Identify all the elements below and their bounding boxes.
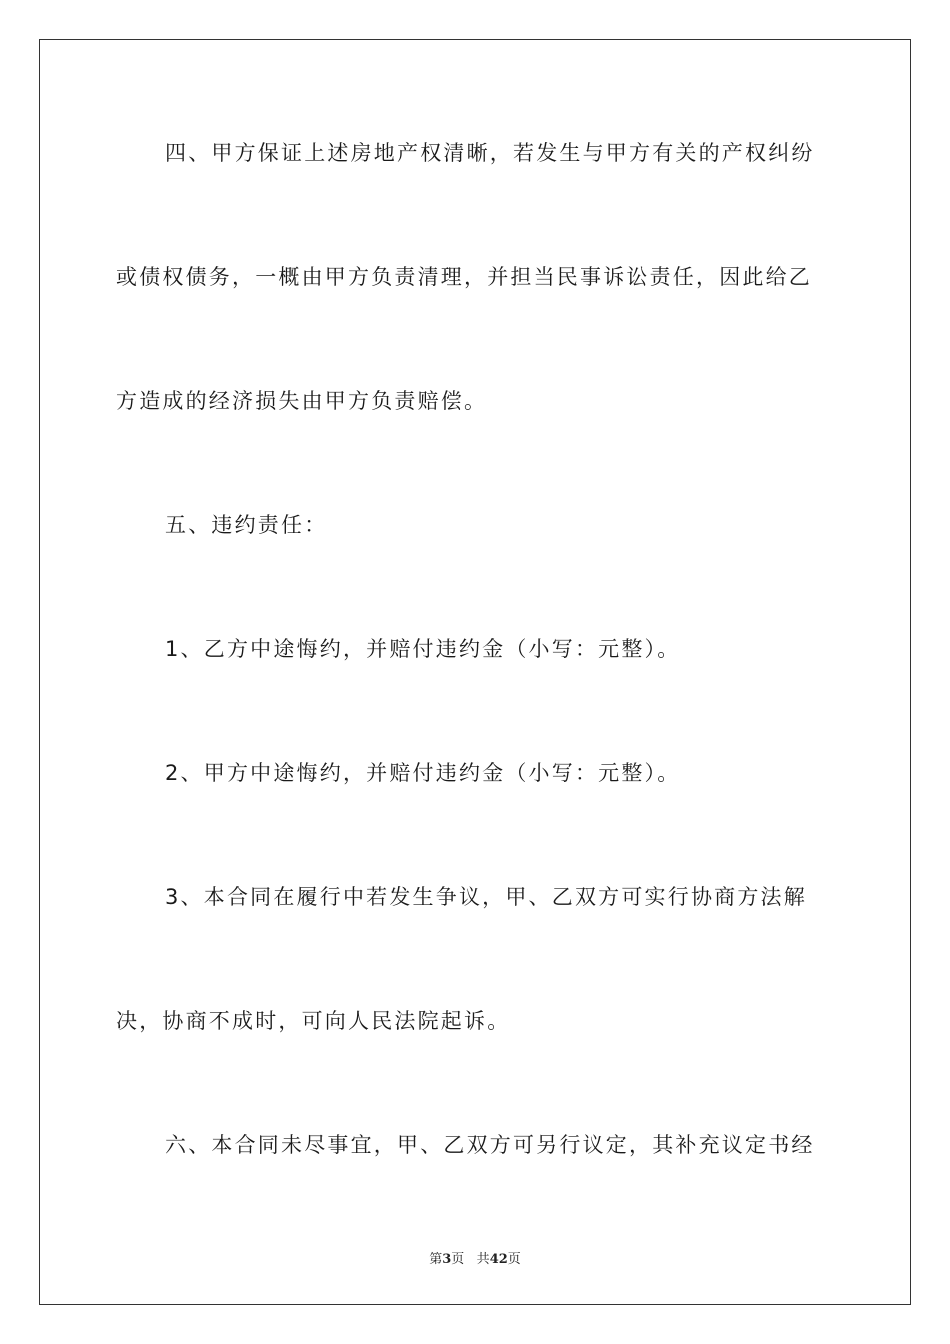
page-footer	[0, 1248, 950, 1267]
clause-5-item-3-line-1: 3、本合同在履行中若发生争议，甲、乙双方可实行协商方法解	[165, 885, 807, 909]
clause-5-heading: 五、违约责任：	[165, 513, 328, 537]
clause-5-item-1: 1、乙方中途悔约，并赔付违约金（小写：元整）。	[165, 637, 681, 661]
page-border	[39, 39, 911, 1305]
footer-page-unit: 页	[451, 1252, 465, 1267]
footer-prefix: 第	[429, 1252, 443, 1267]
clause-6-line-1: 六、本合同未尽事宜，甲、乙双方可另行议定，其补充议定书经	[165, 1133, 815, 1157]
clause-5-item-2: 2、甲方中途悔约，并赔付违约金（小写：元整）。	[165, 761, 681, 785]
clause-4-line-2: 或债权债务，一概由甲方负责清理，并担当民事诉讼责任，因此给乙	[116, 265, 812, 289]
footer-page-number: 3	[442, 1252, 452, 1267]
footer-total-pages: 42	[489, 1252, 508, 1267]
footer-total-prefix: 共	[476, 1252, 490, 1267]
clause-5-item-3-line-2: 决，协商不成时，可向人民法院起诉。	[116, 1009, 511, 1033]
clause-4-line-1: 四、甲方保证上述房地产权清晰，若发生与甲方有关的产权纠纷	[165, 141, 815, 165]
clause-4-line-3: 方造成的经济损失由甲方负责赔偿。	[116, 389, 488, 413]
footer-total-unit: 页	[507, 1252, 521, 1267]
